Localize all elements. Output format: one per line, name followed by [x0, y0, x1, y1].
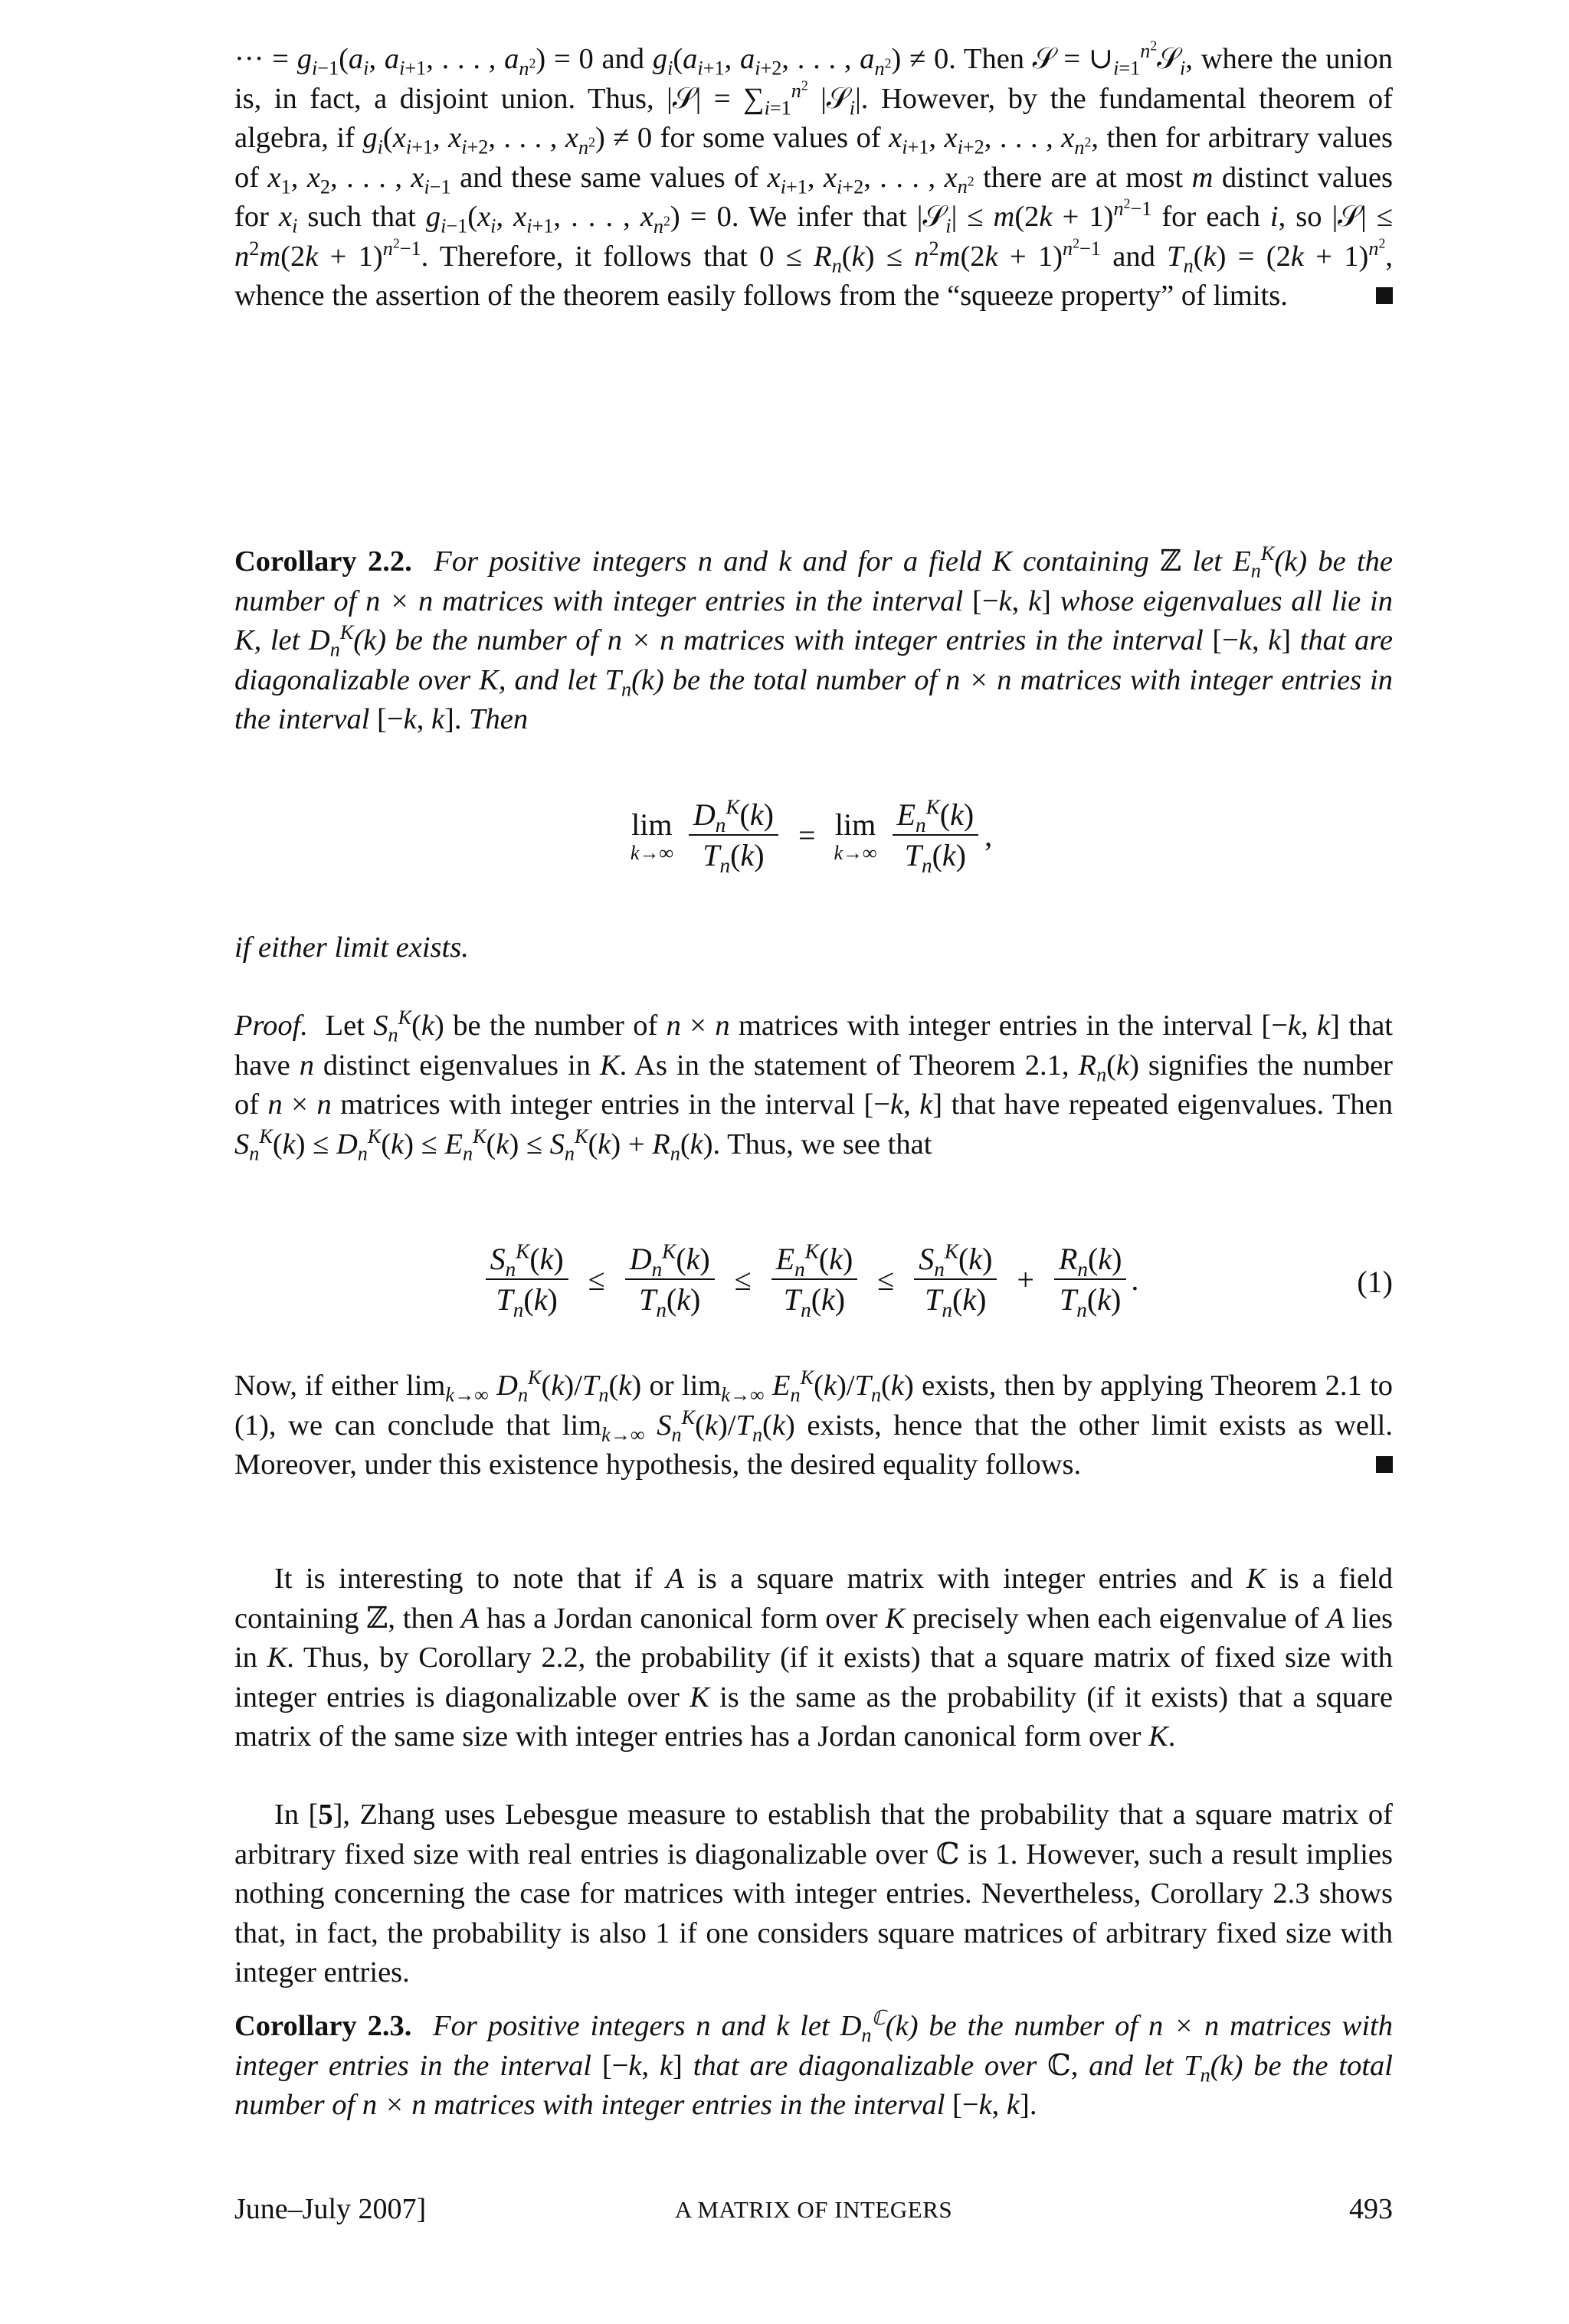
corollary-2-3-label: Corollary 2.3.	[234, 2010, 412, 2042]
corollary-2-2-condition: if either limit exists.	[234, 931, 469, 964]
jordan-form-paragraph: It is interesting to note that if A is a square matrix with integer entries and K is a field containing ℤ, then A has a Jordan canonical form over K precisely when each eigenvalue of A lies in K. Thus, by Corollary 2.2, the probability (if it exists) that a square matrix of fixed size with integer entries is diagonalizable over K is the same as the probability (if it exists) that a square matrix of the same size with integer entries has a Jordan canonical form over K.	[234, 1563, 1394, 1753]
corollary-2-2-label: Corollary 2.2.	[234, 545, 412, 578]
equation-number: (1)	[1357, 1265, 1393, 1299]
page-number: 493	[1349, 2193, 1393, 2225]
display-equation-limits: lim k→∞ $\frac{D_n^K(k)}{T_n(k)}$ = lim k→∞ $\frac{E_n^K(k)}{T_n(k)}$ ,	[630, 795, 993, 877]
corollary-2-3: Corollary 2.3. For positive integers n and k let $D_n^ℂ(k)$ be the number of n × n matrices with integer entries in the interval [−k, k] that are diagonalizable over ℂ, and let $T_n(k)$ be the total number of n × n matrices with integer entries in the interval [−k, k].	[234, 2007, 1393, 2121]
qed-square-icon	[1376, 287, 1393, 304]
running-title: A MATRIX OF INTEGERS	[674, 2196, 953, 2223]
proof-continuation-paragraph: ··· = $g_{i-1}(a_i$, $a_{i+1}$, . . . , $a_{n^2}) = 0$ and $g_i(a_{i+1}$, $a_{i+2}$, . . . , $a_{n^2}) \ne 0$. Then 𝒮 = $\cup_{i=1}^{n^2}𝒮_i$, where the union is, in fact, a disjoint union. Thus, |𝒮| = $\sum_{i=1}^{n^2}$ |𝒮$_i$|. However, by the fundamental theorem of algebra, if $g_i(x_{i+1}$, $x_{i+2}$, . . . , $x_{n^2}) \ne 0$ for some values of $x_{i+1}$, $x_{i+2}$, . . . , $x_{n^2}$, then for arbitrary values of $x_1$, $x_2$, . . . , $x_{i-1}$ and these same values of $x_{i+1}$, $x_{i+2}$, . . . , $x_{n^2}$ there are at most m distinct values for $x_i$ such that $g_{i-1}(x_i$, $x_{i+1}$, . . . , $x_{n^2}) = 0$. We infer that |𝒮$_i$| ≤ $m(2k + 1)^{n^2-1}$ for each i, so |𝒮| ≤ $n^2m(2k + 1)^{n^2-1}$. Therefore, it follows that $0 \le R_n(k) \le n^2m(2k + 1)^{n^2-1}$ and $T_n(k) = (2k + 1)^{n^2}$, whence the assertion of the theorem easily follows from the “squeeze property” of limits.	[234, 38, 1394, 312]
corollary-2-2: Corollary 2.2. For positive integers n and k and for a field K containing ℤ let $E_n^K(k)$ be the number of n × n matrices with integer entries in the interval [−k, k] whose eigenvalues all lie in K, let $D_n^K(k)$ be the number of n × n matrices with integer entries in the interval [−k, k] that are diagonalizable over K, and let $T_n(k)$ be the total number of n × n matrices with integer entries in the interval [−k, k]. Then	[234, 542, 1394, 735]
proof-paragraph: Proof. Let $S_n^K(k)$ be the number of n × n matrices with integer entries in the interval [−k, k] that have n distinct eigenvalues in K. As in the statement of Theorem 2.1, $R_n(k)$ signifies the number of n × n matrices with integer entries in the interval [−k, k] that have repeated eigenvalues. Then $S_n^K(k) \le D_n^K(k) \le E_n^K(k) \le S_n^K(k) + R_n(k)$. Thus, we see that	[234, 1007, 1394, 1165]
zhang-paragraph: In [5], Zhang uses Lebesgue measure to establish that the probability that a square matrix of arbitrary fixed size with real entries is diagonalizable over ℂ is 1. However, such a result implies nothing concerning the case for matrices with integer entries. Nevertheless, Corollary 2.3 shows that, in fact, the probability is also 1 if one considers square matrices of arbitrary fixed size with integer entries.	[234, 1799, 1393, 1988]
proof-label: Proof.	[234, 1010, 308, 1042]
proof-conclusion-paragraph: Now, if either $\lim_{k\to\infty} D_n^K(k)/T_n(k)$ or $\lim_{k\to\infty} E_n^K(k)/T_n(k)$ exists, then by applying Theorem 2.1 to (1), we can conclude that $\lim_{k\to\infty} S_n^K(k)/T_n(k)$ exists, hence that the other limit exists as well. Moreover, under this existence hypothesis, the desired equality follows.	[234, 1367, 1394, 1481]
qed-square-icon	[1376, 1456, 1393, 1473]
footer-date: June–July 2007]	[234, 2193, 427, 2225]
display-equation-1: $\frac{S_n^K(k)}{T_n(k)}$ ≤ $\frac{D_n^K(k)}{T_n(k)}$ ≤ $\frac{E_n^K(k)}{T_n(k)}$ ≤ $\frac{S_n^K(k)}{T_n(k)}$ + $\frac{R_n(k)}{T_n(k)}$ . (1)	[234, 1241, 1393, 1317]
